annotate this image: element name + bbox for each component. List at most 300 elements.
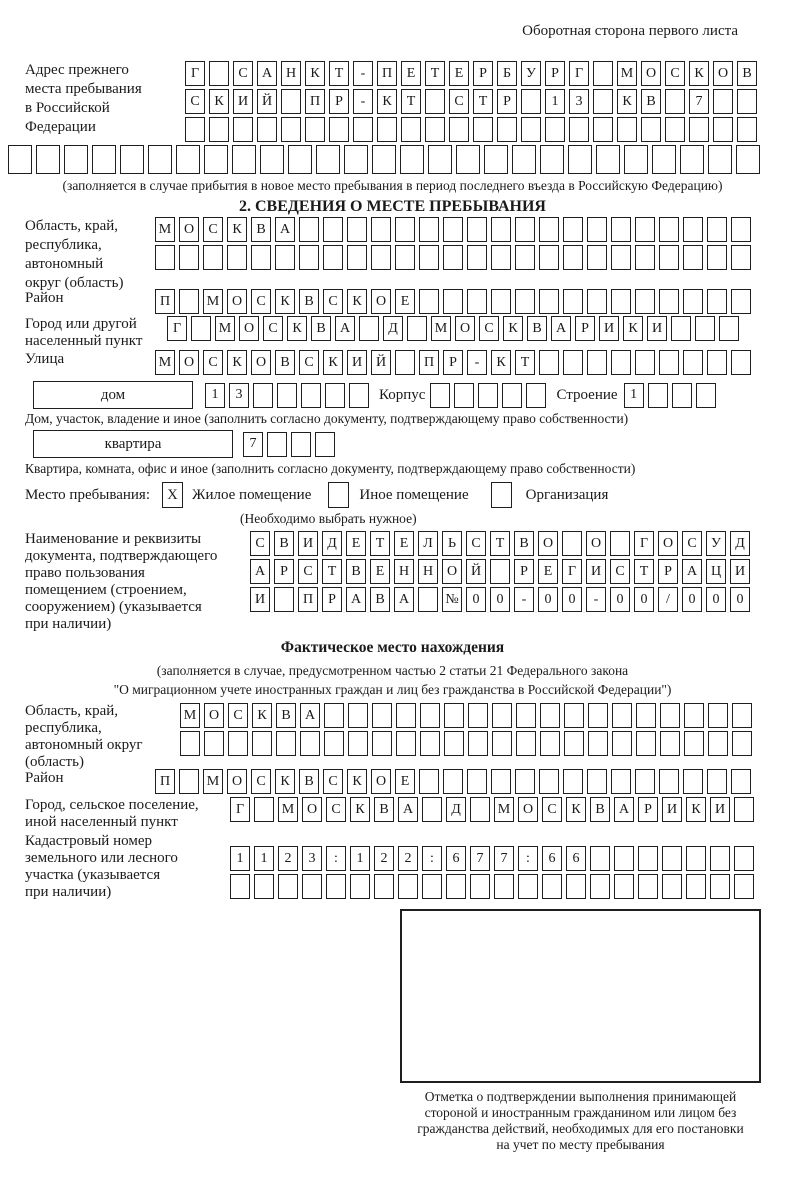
char-cell[interactable]: М (431, 316, 451, 341)
char-cell[interactable]: Е (370, 559, 390, 584)
char-cell[interactable] (179, 289, 199, 314)
char-cell[interactable]: Й (371, 350, 391, 375)
char-cell[interactable] (671, 316, 691, 341)
char-cell[interactable] (228, 731, 248, 756)
char-cell[interactable]: 1 (350, 846, 370, 871)
char-cell[interactable] (420, 703, 440, 728)
char-cell[interactable]: С (251, 289, 271, 314)
char-cell[interactable]: 1 (545, 89, 565, 114)
char-cell[interactable] (736, 145, 760, 174)
char-cell[interactable]: О (302, 797, 322, 822)
char-cell[interactable]: 6 (542, 846, 562, 871)
char-cell[interactable] (281, 89, 301, 114)
char-cell[interactable] (708, 145, 732, 174)
char-cell[interactable] (502, 383, 522, 408)
char-cell[interactable]: С (233, 61, 253, 86)
char-cell[interactable] (348, 703, 368, 728)
char-cell[interactable]: В (374, 797, 394, 822)
char-cell[interactable]: О (442, 559, 462, 584)
char-cell[interactable] (638, 846, 658, 871)
char-cell[interactable] (179, 245, 199, 270)
char-cell[interactable]: С (299, 350, 319, 375)
char-cell[interactable]: И (647, 316, 667, 341)
char-cell[interactable] (665, 89, 685, 114)
char-cell[interactable] (707, 217, 727, 242)
char-cell[interactable] (291, 432, 311, 457)
char-cell[interactable] (563, 350, 583, 375)
char-cell[interactable] (491, 769, 511, 794)
char-cell[interactable] (569, 117, 589, 142)
char-cell[interactable] (492, 703, 512, 728)
char-cell[interactable]: Г (634, 531, 654, 556)
char-cell[interactable]: В (590, 797, 610, 822)
char-cell[interactable]: - (514, 587, 534, 612)
char-cell[interactable] (419, 289, 439, 314)
char-cell[interactable] (395, 350, 415, 375)
char-cell[interactable]: С (610, 559, 630, 584)
char-cell[interactable] (684, 703, 704, 728)
char-cell[interactable]: П (305, 89, 325, 114)
char-cell[interactable]: В (276, 703, 296, 728)
char-cell[interactable] (539, 769, 559, 794)
char-cell[interactable]: О (179, 217, 199, 242)
char-cell[interactable]: М (617, 61, 637, 86)
char-cell[interactable]: А (614, 797, 634, 822)
char-cell[interactable] (443, 217, 463, 242)
char-cell[interactable]: К (350, 797, 370, 822)
char-cell[interactable] (515, 289, 535, 314)
char-cell[interactable] (515, 769, 535, 794)
char-cell[interactable] (494, 874, 514, 899)
char-cell[interactable] (617, 117, 637, 142)
char-cell[interactable]: Р (274, 559, 294, 584)
char-cell[interactable]: 7 (243, 432, 263, 457)
char-cell[interactable] (659, 217, 679, 242)
char-cell[interactable] (587, 245, 607, 270)
char-cell[interactable] (372, 145, 396, 174)
char-cell[interactable] (611, 245, 631, 270)
char-cell[interactable]: И (298, 531, 318, 556)
char-cell[interactable] (473, 117, 493, 142)
char-cell[interactable] (467, 217, 487, 242)
char-cell[interactable] (635, 245, 655, 270)
char-cell[interactable]: К (347, 769, 367, 794)
char-cell[interactable] (708, 703, 728, 728)
char-cell[interactable] (611, 289, 631, 314)
char-cell[interactable]: О (455, 316, 475, 341)
char-cell[interactable] (176, 145, 200, 174)
char-cell[interactable] (732, 703, 752, 728)
char-cell[interactable] (590, 874, 610, 899)
char-cell[interactable]: И (347, 350, 367, 375)
char-cell[interactable] (446, 874, 466, 899)
char-cell[interactable]: С (542, 797, 562, 822)
char-cell[interactable]: К (305, 61, 325, 86)
char-cell[interactable] (419, 217, 439, 242)
char-cell[interactable]: 7 (689, 89, 709, 114)
char-cell[interactable] (516, 703, 536, 728)
char-cell[interactable] (347, 245, 367, 270)
char-cell[interactable] (659, 289, 679, 314)
char-cell[interactable]: К (689, 61, 709, 86)
char-cell[interactable] (737, 117, 757, 142)
char-cell[interactable]: М (494, 797, 514, 822)
char-cell[interactable] (233, 117, 253, 142)
char-cell[interactable]: Е (394, 531, 414, 556)
char-cell[interactable]: Г (562, 559, 582, 584)
char-cell[interactable] (371, 245, 391, 270)
char-cell[interactable] (299, 217, 319, 242)
char-cell[interactable] (686, 874, 706, 899)
char-cell[interactable] (539, 289, 559, 314)
char-cell[interactable]: В (275, 350, 295, 375)
char-cell[interactable] (635, 217, 655, 242)
char-cell[interactable] (374, 874, 394, 899)
char-cell[interactable] (443, 769, 463, 794)
char-cell[interactable] (686, 846, 706, 871)
char-cell[interactable]: 0 (682, 587, 702, 612)
char-cell[interactable] (680, 145, 704, 174)
char-cell[interactable] (278, 874, 298, 899)
char-cell[interactable]: О (518, 797, 538, 822)
char-cell[interactable] (564, 731, 584, 756)
char-cell[interactable]: В (514, 531, 534, 556)
char-cell[interactable]: У (521, 61, 541, 86)
char-cell[interactable] (203, 245, 223, 270)
char-cell[interactable] (490, 559, 510, 584)
char-cell[interactable]: В (251, 217, 271, 242)
char-cell[interactable] (300, 731, 320, 756)
char-cell[interactable]: 0 (490, 587, 510, 612)
char-cell[interactable] (260, 145, 284, 174)
char-cell[interactable] (710, 874, 730, 899)
char-cell[interactable] (428, 145, 452, 174)
char-cell[interactable]: В (527, 316, 547, 341)
char-cell[interactable]: 2 (278, 846, 298, 871)
char-cell[interactable]: Т (473, 89, 493, 114)
char-cell[interactable]: П (419, 350, 439, 375)
char-cell[interactable] (395, 217, 415, 242)
char-cell[interactable]: О (538, 531, 558, 556)
char-cell[interactable] (518, 874, 538, 899)
char-cell[interactable] (254, 874, 274, 899)
char-cell[interactable]: С (466, 531, 486, 556)
char-cell[interactable]: О (658, 531, 678, 556)
char-cell[interactable] (315, 432, 335, 457)
char-cell[interactable] (566, 874, 586, 899)
char-cell[interactable] (689, 117, 709, 142)
char-cell[interactable] (209, 61, 229, 86)
char-cell[interactable]: 3 (302, 846, 322, 871)
char-cell[interactable] (497, 117, 517, 142)
char-cell[interactable] (418, 587, 438, 612)
char-cell[interactable]: Т (322, 559, 342, 584)
char-cell[interactable]: С (250, 531, 270, 556)
char-cell[interactable] (155, 245, 175, 270)
char-cell[interactable] (467, 245, 487, 270)
char-cell[interactable] (470, 797, 490, 822)
char-cell[interactable] (731, 217, 751, 242)
char-cell[interactable] (344, 145, 368, 174)
char-cell[interactable] (449, 117, 469, 142)
char-cell[interactable] (587, 350, 607, 375)
char-cell[interactable] (635, 350, 655, 375)
char-cell[interactable]: 6 (446, 846, 466, 871)
char-cell[interactable] (635, 289, 655, 314)
char-cell[interactable] (521, 117, 541, 142)
char-cell[interactable]: П (377, 61, 397, 86)
char-cell[interactable]: 1 (230, 846, 250, 871)
char-cell[interactable]: О (227, 769, 247, 794)
char-cell[interactable] (612, 731, 632, 756)
char-cell[interactable]: И (233, 89, 253, 114)
char-cell[interactable]: Д (383, 316, 403, 341)
char-cell[interactable]: Й (466, 559, 486, 584)
char-cell[interactable] (590, 846, 610, 871)
char-cell[interactable]: 1 (205, 383, 225, 408)
char-cell[interactable] (407, 316, 427, 341)
char-cell[interactable]: С (203, 350, 223, 375)
char-cell[interactable]: А (551, 316, 571, 341)
char-cell[interactable] (400, 145, 424, 174)
char-cell[interactable] (299, 245, 319, 270)
char-cell[interactable]: С (298, 559, 318, 584)
confirmation-stamp-box[interactable] (400, 909, 761, 1083)
char-cell[interactable] (257, 117, 277, 142)
char-cell[interactable] (707, 769, 727, 794)
char-cell[interactable] (267, 432, 287, 457)
char-cell[interactable]: 0 (466, 587, 486, 612)
char-cell[interactable]: О (251, 350, 271, 375)
char-cell[interactable] (652, 145, 676, 174)
char-cell[interactable]: 7 (494, 846, 514, 871)
char-cell[interactable] (707, 289, 727, 314)
stay-type-checkbox-other-premises[interactable] (328, 482, 349, 508)
char-cell[interactable] (444, 703, 464, 728)
char-cell[interactable] (563, 245, 583, 270)
char-cell[interactable] (624, 145, 648, 174)
char-cell[interactable] (636, 731, 656, 756)
char-cell[interactable]: С (203, 217, 223, 242)
char-cell[interactable] (396, 731, 416, 756)
char-cell[interactable]: С (251, 769, 271, 794)
char-cell[interactable]: В (346, 559, 366, 584)
char-cell[interactable]: О (239, 316, 259, 341)
char-cell[interactable] (539, 245, 559, 270)
char-cell[interactable] (683, 289, 703, 314)
char-cell[interactable] (396, 703, 416, 728)
char-cell[interactable]: Р (514, 559, 534, 584)
char-cell[interactable]: Р (443, 350, 463, 375)
char-cell[interactable]: А (346, 587, 366, 612)
char-cell[interactable]: Т (634, 559, 654, 584)
char-cell[interactable]: Л (418, 531, 438, 556)
char-cell[interactable]: К (209, 89, 229, 114)
char-cell[interactable] (683, 245, 703, 270)
char-cell[interactable] (695, 316, 715, 341)
char-cell[interactable]: 0 (706, 587, 726, 612)
char-cell[interactable]: М (203, 769, 223, 794)
char-cell[interactable] (540, 731, 560, 756)
char-cell[interactable]: Е (395, 289, 415, 314)
char-cell[interactable] (288, 145, 312, 174)
char-cell[interactable]: - (467, 350, 487, 375)
char-cell[interactable] (587, 217, 607, 242)
char-cell[interactable]: А (275, 217, 295, 242)
char-cell[interactable]: Т (370, 531, 390, 556)
char-cell[interactable]: 0 (634, 587, 654, 612)
char-cell[interactable]: О (227, 289, 247, 314)
char-cell[interactable] (422, 874, 442, 899)
char-cell[interactable] (425, 89, 445, 114)
char-cell[interactable]: К (227, 350, 247, 375)
char-cell[interactable] (398, 874, 418, 899)
char-cell[interactable]: С (665, 61, 685, 86)
char-cell[interactable]: Р (322, 587, 342, 612)
char-cell[interactable]: С (323, 769, 343, 794)
char-cell[interactable] (444, 731, 464, 756)
char-cell[interactable] (419, 245, 439, 270)
char-cell[interactable] (180, 731, 200, 756)
stay-type-checkbox-organization[interactable] (491, 482, 512, 508)
char-cell[interactable] (420, 731, 440, 756)
char-cell[interactable]: В (299, 289, 319, 314)
char-cell[interactable]: 3 (229, 383, 249, 408)
char-cell[interactable] (539, 217, 559, 242)
char-cell[interactable] (281, 117, 301, 142)
char-cell[interactable]: 1 (254, 846, 274, 871)
char-cell[interactable]: О (179, 350, 199, 375)
char-cell[interactable] (660, 731, 680, 756)
char-cell[interactable]: - (586, 587, 606, 612)
char-cell[interactable]: М (215, 316, 235, 341)
char-cell[interactable]: И (599, 316, 619, 341)
char-cell[interactable] (713, 117, 733, 142)
char-cell[interactable]: К (275, 769, 295, 794)
char-cell[interactable]: М (203, 289, 223, 314)
char-cell[interactable]: № (442, 587, 462, 612)
char-cell[interactable] (277, 383, 297, 408)
char-cell[interactable] (252, 731, 272, 756)
char-cell[interactable] (660, 703, 680, 728)
char-cell[interactable]: 2 (398, 846, 418, 871)
char-cell[interactable] (209, 117, 229, 142)
char-cell[interactable]: 0 (562, 587, 582, 612)
char-cell[interactable] (324, 731, 344, 756)
char-cell[interactable]: Е (395, 769, 415, 794)
char-cell[interactable] (568, 145, 592, 174)
char-cell[interactable]: 0 (538, 587, 558, 612)
char-cell[interactable]: О (204, 703, 224, 728)
char-cell[interactable] (425, 117, 445, 142)
char-cell[interactable] (92, 145, 116, 174)
char-cell[interactable] (353, 117, 373, 142)
char-cell[interactable]: : (518, 846, 538, 871)
char-cell[interactable]: Р (575, 316, 595, 341)
char-cell[interactable]: Д (322, 531, 342, 556)
char-cell[interactable] (422, 797, 442, 822)
char-cell[interactable]: П (155, 289, 175, 314)
char-cell[interactable]: В (274, 531, 294, 556)
char-cell[interactable]: С (323, 289, 343, 314)
char-cell[interactable] (301, 383, 321, 408)
char-cell[interactable] (253, 383, 273, 408)
char-cell[interactable]: Р (545, 61, 565, 86)
char-cell[interactable] (737, 89, 757, 114)
char-cell[interactable] (430, 383, 450, 408)
char-cell[interactable]: К (347, 289, 367, 314)
char-cell[interactable] (64, 145, 88, 174)
char-cell[interactable]: М (155, 350, 175, 375)
char-cell[interactable] (731, 350, 751, 375)
char-cell[interactable]: Г (230, 797, 250, 822)
char-cell[interactable] (305, 117, 325, 142)
char-cell[interactable]: Д (730, 531, 750, 556)
char-cell[interactable]: Е (401, 61, 421, 86)
char-cell[interactable] (696, 383, 716, 408)
char-cell[interactable]: К (503, 316, 523, 341)
char-cell[interactable] (492, 731, 512, 756)
stay-type-checkbox-residential[interactable]: X (162, 482, 183, 508)
char-cell[interactable]: И (250, 587, 270, 612)
char-cell[interactable]: Т (515, 350, 535, 375)
char-cell[interactable]: А (682, 559, 702, 584)
char-cell[interactable]: С (185, 89, 205, 114)
char-cell[interactable]: Т (425, 61, 445, 86)
char-cell[interactable] (545, 117, 565, 142)
char-cell[interactable] (732, 731, 752, 756)
char-cell[interactable] (468, 703, 488, 728)
char-cell[interactable] (491, 245, 511, 270)
char-cell[interactable]: 3 (569, 89, 589, 114)
char-cell[interactable]: Н (281, 61, 301, 86)
char-cell[interactable] (734, 874, 754, 899)
char-cell[interactable] (316, 145, 340, 174)
house-field-box[interactable]: дом (33, 381, 193, 409)
char-cell[interactable] (454, 383, 474, 408)
char-cell[interactable] (484, 145, 508, 174)
char-cell[interactable]: К (323, 350, 343, 375)
char-cell[interactable]: И (586, 559, 606, 584)
char-cell[interactable] (512, 145, 536, 174)
char-cell[interactable] (635, 769, 655, 794)
char-cell[interactable]: А (398, 797, 418, 822)
char-cell[interactable] (516, 731, 536, 756)
char-cell[interactable] (8, 145, 32, 174)
char-cell[interactable] (359, 316, 379, 341)
char-cell[interactable]: 1 (624, 383, 644, 408)
char-cell[interactable] (191, 316, 211, 341)
char-cell[interactable] (638, 874, 658, 899)
char-cell[interactable]: К (491, 350, 511, 375)
char-cell[interactable]: П (298, 587, 318, 612)
char-cell[interactable] (254, 797, 274, 822)
char-cell[interactable] (468, 731, 488, 756)
char-cell[interactable]: Р (658, 559, 678, 584)
char-cell[interactable] (683, 217, 703, 242)
char-cell[interactable] (350, 874, 370, 899)
char-cell[interactable]: Ц (706, 559, 726, 584)
char-cell[interactable]: К (252, 703, 272, 728)
char-cell[interactable] (179, 769, 199, 794)
char-cell[interactable] (684, 731, 704, 756)
char-cell[interactable]: Н (418, 559, 438, 584)
char-cell[interactable] (371, 217, 391, 242)
char-cell[interactable]: Ь (442, 531, 462, 556)
char-cell[interactable] (302, 874, 322, 899)
char-cell[interactable]: У (706, 531, 726, 556)
char-cell[interactable] (324, 703, 344, 728)
